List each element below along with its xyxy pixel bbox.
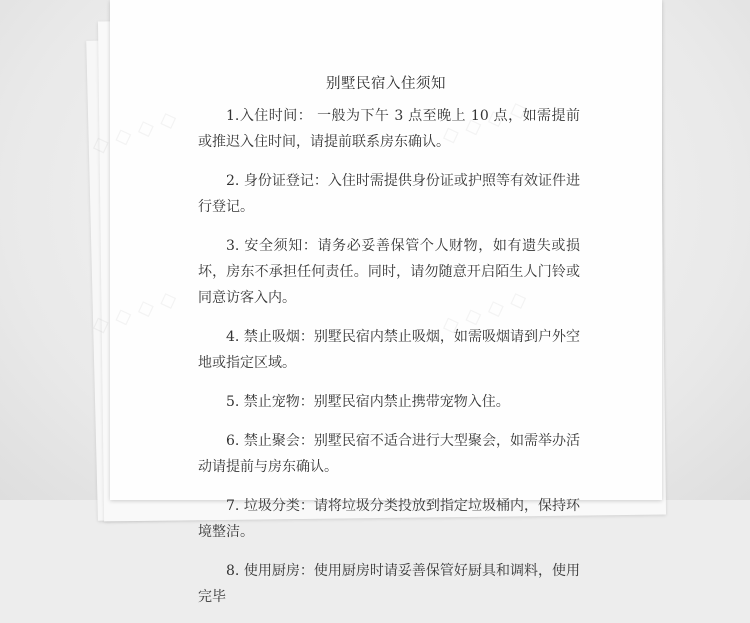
watermark: ◇ ◇ ◇ ◇ xyxy=(88,105,181,160)
paragraph-kitchen-use: 8. 使用厨房：使用厨房时请妥善保管好厨具和调料，使用完毕 xyxy=(198,563,580,605)
paragraph-garbage-sorting: 7. 垃圾分类：请将垃圾分类投放到指定垃圾桶内，保持环境整洁。 xyxy=(198,498,580,540)
document-body xyxy=(198,103,580,623)
paragraph-safety: 3. 安全须知：请务必妥善保管个人财物，如有遗失或损坏，房东不承担任何责任。同时，请勿随意开启陌生人门铃或同意访客入内。 xyxy=(198,238,580,306)
watermark: ◇ ◇ ◇ ◇ xyxy=(438,285,531,340)
watermark: ◇ ◇ ◇ ◇ xyxy=(438,95,531,150)
document-title: 别墅民宿入住须知 xyxy=(326,76,446,92)
paragraph-checkin-time: 1.入住时间： 一般为下午 3 点至晚上 10 点，如需提前或推迟入住时间，请提前联系房东确认。 xyxy=(198,108,580,150)
watermark: ◇ ◇ ◇ ◇ xyxy=(88,285,181,340)
paragraph-no-parties: 6. 禁止聚会：别墅民宿不适合进行大型聚会，如需举办活动请提前与房东确认。 xyxy=(198,433,580,475)
paragraph-no-smoking: 4. 禁止吸烟：别墅民宿内禁止吸烟，如需吸烟请到户外空地或指定区域。 xyxy=(198,329,580,371)
document-page xyxy=(88,0,662,605)
paragraph-no-pets: 5. 禁止宠物：别墅民宿内禁止携带宠物入住。 xyxy=(226,394,510,410)
paragraph-id-registration: 2. 身份证登记：入住时需提供身份证或护照等有效证件进行登记。 xyxy=(198,173,580,215)
